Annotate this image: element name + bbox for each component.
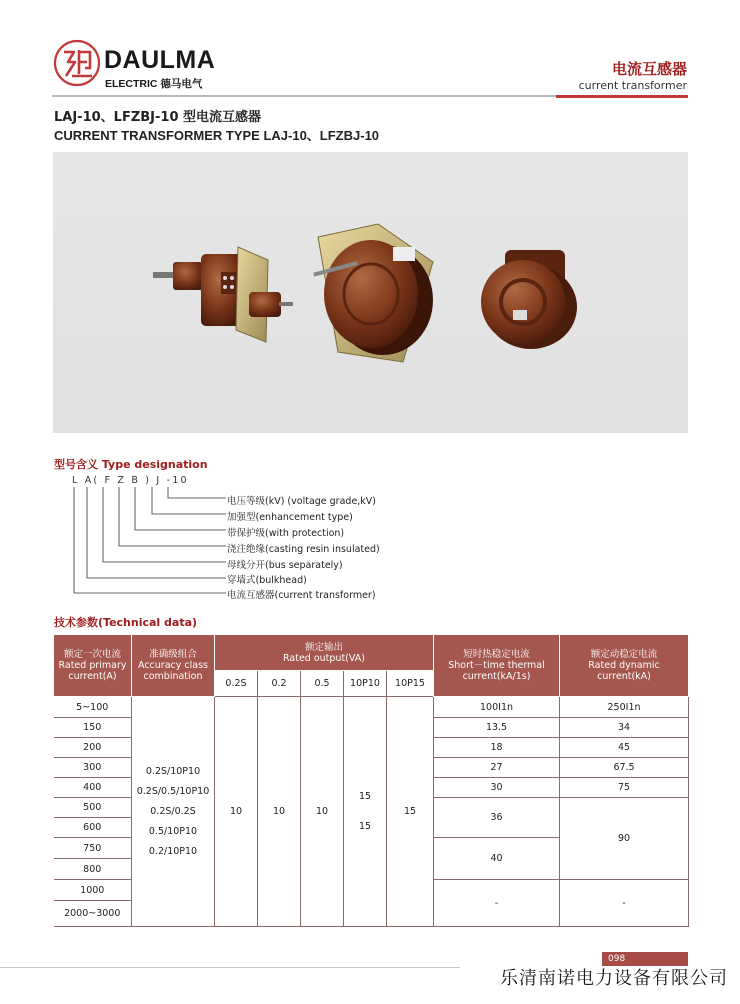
dynamic-cell: 90: [560, 798, 689, 880]
designation-item: 浇注绝缘(casting resin insulated): [227, 544, 380, 555]
primary-current-cell: 5~100: [54, 697, 132, 718]
thermal-cell: 18: [434, 738, 560, 758]
brand-name: DAULMA: [104, 46, 216, 74]
company-name: 乐清南诺电力设备有限公司: [500, 968, 728, 989]
transformer-laj-left: [153, 247, 293, 342]
designation-item: 电压等级(kV) (voltage grade,kV): [227, 496, 377, 507]
header-output-0-2s: 0.2S: [215, 671, 258, 697]
header-accent-bar: [556, 95, 688, 98]
type-designation-heading: 型号含义 Type designation: [54, 458, 208, 471]
accuracy-item: 0.2/10P10: [148, 845, 198, 857]
header-output-0-2: 0.2: [258, 671, 301, 697]
thermal-cell: 27: [434, 758, 560, 778]
accuracy-item: 0.2S/10P10: [145, 765, 201, 777]
category-title-cn: 电流互感器: [611, 60, 687, 78]
thermal-cell: 36: [434, 798, 560, 838]
output-10p10-a: 15: [358, 790, 372, 802]
header-dynamic-current: 额定动稳定电流 Rated dynamic current(kA): [560, 635, 689, 697]
thermal-cell: -: [434, 880, 560, 927]
primary-current-cell: 400: [54, 778, 132, 798]
transformers-illustration: [53, 152, 688, 433]
accuracy-combination-cell: [132, 697, 215, 927]
designation-item: 穿墙式(bulkhead): [227, 575, 307, 586]
accuracy-item: 0.2S/0.5/10P10: [136, 785, 210, 797]
header-output-10p10: 10P10: [344, 671, 387, 697]
dynamic-cell: 34: [560, 718, 689, 738]
output-0-2-value: 10: [258, 697, 301, 927]
output-10p10-b: 15: [358, 820, 372, 832]
dynamic-cell: -: [560, 880, 689, 927]
primary-current-cell: 750: [54, 838, 132, 859]
header-rated-output: 额定输出 Rated output(VA): [215, 635, 434, 671]
primary-current-cell: 200: [54, 738, 132, 758]
transformer-lfzbj-right: [481, 250, 577, 349]
designation-leader-lines: [60, 485, 230, 600]
primary-current-cell: 800: [54, 859, 132, 880]
technical-data-heading: 技术参数(Technical data): [54, 616, 198, 629]
designation-item: 母线分开(bus separately): [227, 560, 343, 571]
designation-item: 加强型(enhancement type): [227, 512, 353, 523]
product-title-en: CURRENT TRANSFORMER TYPE LAJ-10、LFZBJ-10: [54, 128, 380, 143]
daulma-logo-icon: [52, 38, 102, 88]
dynamic-cell: 67.5: [560, 758, 689, 778]
header-output-0-5: 0.5: [301, 671, 344, 697]
designation-code: L A( F Z B ) J -10: [72, 475, 189, 486]
transformer-lfzbj-middle: [313, 224, 433, 362]
primary-current-cell: 600: [54, 818, 132, 838]
primary-current-cell: 500: [54, 798, 132, 818]
header-thermal-current: 短时热稳定电流 Short－time thermal current(kA/1s): [434, 635, 560, 697]
brand-subtitle: ELECTRIC 德马电气: [105, 78, 203, 90]
category-title-en: current transformer: [578, 79, 687, 92]
primary-current-cell: 1000: [54, 880, 132, 901]
thermal-cell: 100I1n: [434, 697, 560, 718]
designation-item: 带保护级(with protection): [227, 528, 345, 539]
header-primary-current: 额定一次电流 Rated primary current(A): [54, 635, 132, 697]
output-10p10-value: [344, 697, 387, 927]
dynamic-cell: 45: [560, 738, 689, 758]
product-photo: [53, 152, 688, 433]
primary-current-cell: 2000~3000: [54, 901, 132, 927]
primary-current-cell: 300: [54, 758, 132, 778]
thermal-cell: 40: [434, 838, 560, 880]
primary-current-cell: 150: [54, 718, 132, 738]
dynamic-cell: 75: [560, 778, 689, 798]
output-10p15-value: 15: [387, 697, 434, 927]
header-output-10p15: 10P15: [387, 671, 434, 697]
product-title-cn: LAJ-10、LFZBJ-10 型电流互感器: [54, 110, 262, 125]
output-0-5-value: 10: [301, 697, 344, 927]
thermal-cell: 30: [434, 778, 560, 798]
designation-item: 电流互感器(current transformer): [227, 590, 376, 601]
header-accuracy-class: 准确级组合 Accuracy class combination: [132, 635, 215, 697]
accuracy-item: 0.5/10P10: [148, 825, 198, 837]
page-number: 098: [602, 952, 688, 966]
footer-divider: [0, 967, 460, 968]
technical-data-table: [53, 634, 689, 927]
output-0-2s-value: 10: [215, 697, 258, 927]
dynamic-cell: 250I1n: [560, 697, 689, 718]
thermal-cell: 13.5: [434, 718, 560, 738]
accuracy-item: 0.2S/0.2S: [150, 805, 196, 817]
